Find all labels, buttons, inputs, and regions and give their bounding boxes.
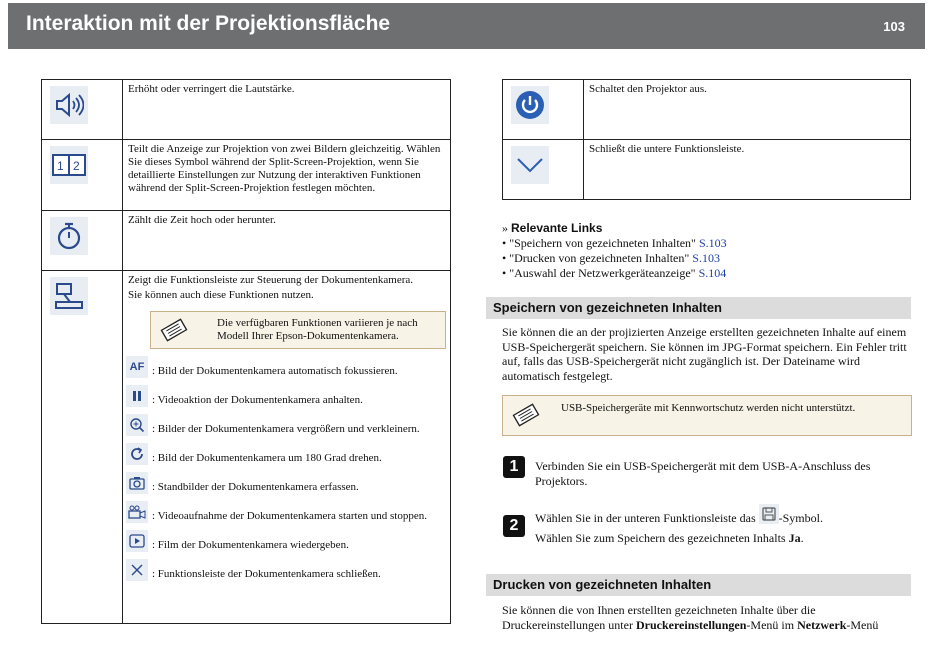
section-heading-save: Speichern von gezeichneten Inhalten	[486, 297, 911, 319]
page-link[interactable]: S.104	[698, 266, 727, 280]
list-item: • "Auswahl der Netzwerkgeräteanzeige" S.104	[502, 266, 727, 280]
stopwatch-icon	[50, 217, 88, 255]
video-camera-icon	[126, 501, 148, 523]
table-row	[42, 80, 451, 140]
row-description: Zählt die Zeit hoch oder herunter.	[128, 214, 276, 226]
note-text: USB-Speichergeräte mit Kennwortschutz werden nicht unterstützt.	[561, 402, 856, 414]
double-arrow-icon: »	[502, 221, 508, 235]
feature-item	[123, 356, 450, 378]
split-screen-icon	[50, 146, 88, 184]
svg-text:1: 1	[57, 159, 64, 173]
feature-item	[123, 530, 450, 552]
feature-item	[123, 414, 450, 436]
feature-text: : Film der Dokumentenkamera wiedergeben.	[152, 539, 349, 551]
feature-text: : Standbilder der Dokumentenkamera erfassen.	[152, 481, 359, 493]
feature-text: : Bilder der Dokumentenkamera vergrößern und verkleinern.	[152, 423, 420, 435]
close-icon	[126, 559, 148, 581]
feature-item	[123, 559, 450, 581]
feature-text: : Videoaufnahme der Dokumentenkamera starten und stoppen.	[152, 510, 427, 522]
note-pencil-icon	[511, 401, 541, 434]
list-item: • "Drucken von gezeichneten Inhalten" S.103	[502, 251, 720, 265]
power-icon	[511, 86, 549, 124]
document-camera-icon	[50, 277, 88, 315]
note-box	[502, 395, 912, 436]
right-icon-table	[502, 79, 911, 200]
feature-text: : Funktionsleiste der Dokumentenkamera schließen.	[152, 568, 381, 580]
note-box	[150, 311, 446, 349]
list-item: • "Speichern von gezeichneten Inhalten" S.103	[502, 236, 727, 250]
section-save-body: Sie können die an der projizierten Anzeige erstellten gezeichneten Inhalte auf einem USB-Speichergerät speichern. Sie können im JPG-Format speichern. Ein Fehler tritt auf, falls das USB-Speichergerät nicht zugänglich ist. Der Dateiname wird automatisch festgelegt.	[502, 325, 907, 383]
row-description: Schaltet den Projektor aus.	[589, 83, 707, 95]
row-description: Erhöht oder verringert die Lautstärke.	[128, 83, 295, 95]
page-title: Interaktion mit der Projektionsfläche	[26, 12, 391, 35]
table-row	[42, 140, 451, 211]
page-link[interactable]: S.103	[692, 251, 720, 265]
table-row	[42, 211, 451, 271]
step-number-2: 2	[503, 515, 525, 537]
related-links	[502, 221, 727, 281]
related-links-heading: » Relevante Links	[502, 221, 603, 235]
row-description: Teilt die Anzeige zur Projektion von zwei Bildern gleichzeitig. Wählen Sie dieses Symbol während der Split-Screen-Projektion, wenn Sie detaillierte Einstellungen zur Nutzung der interaktiven Funktionen während der Split-Screen-Projektion festlegen möchten.	[128, 143, 441, 194]
step-number-1: 1	[503, 456, 525, 478]
svg-text:2: 2	[73, 159, 80, 173]
page-link[interactable]: S.103	[698, 236, 727, 250]
rotate-icon	[126, 443, 148, 465]
section-heading-print: Drucken von gezeichneten Inhalten	[486, 574, 911, 596]
note-pencil-icon	[159, 316, 189, 349]
feature-item	[123, 385, 450, 407]
step-2-text: Wählen Sie in der unteren Funktionsleiste das -Symbol. Wählen Sie zum Speichern des gezeichneten Inhalts Ja.	[535, 504, 910, 548]
left-icon-table	[41, 79, 451, 624]
feature-item	[123, 472, 450, 494]
speaker-volume-icon	[50, 86, 88, 124]
note-text: Die verfügbaren Funktionen variieren je nach Modell Ihrer Epson-Dokumentenkamera.	[217, 317, 418, 342]
page-header	[8, 3, 925, 49]
save-icon	[759, 504, 779, 524]
feature-text: : Videoaktion der Dokumentenkamera anhalten.	[152, 394, 363, 406]
camera-icon	[126, 472, 148, 494]
zoom-icon	[126, 414, 148, 436]
feature-text: : Bild der Dokumentenkamera um 180 Grad drehen.	[152, 452, 382, 464]
table-row	[503, 80, 911, 140]
step-1-text: Verbinden Sie ein USB-Speichergerät mit dem USB-A-Anschluss des Projektors.	[535, 459, 871, 488]
row-description-extra: Sie können auch diese Funktionen nutzen.	[128, 289, 314, 301]
chevron-down-icon	[511, 146, 549, 184]
feature-item	[123, 443, 450, 465]
pause-icon	[126, 385, 148, 407]
table-row	[503, 140, 911, 200]
table-row	[42, 271, 451, 624]
autofocus-icon: AF	[126, 356, 148, 378]
feature-text: : Bild der Dokumentenkamera automatisch fokussieren.	[152, 365, 398, 377]
page-number: 103	[883, 19, 905, 34]
play-icon	[126, 530, 148, 552]
row-description: Schließt die untere Funktionsleiste.	[589, 143, 745, 155]
feature-item	[123, 501, 450, 523]
section-print-body: Sie können die von Ihnen erstellten gezeichneten Inhalte über die Druckereinstellungen unter Druckereinstellungen-Menü im Netzwerk-Menü	[502, 603, 879, 632]
row-description: Zeigt die Funktionsleiste zur Steuerung der Dokumentenkamera.	[128, 274, 414, 286]
